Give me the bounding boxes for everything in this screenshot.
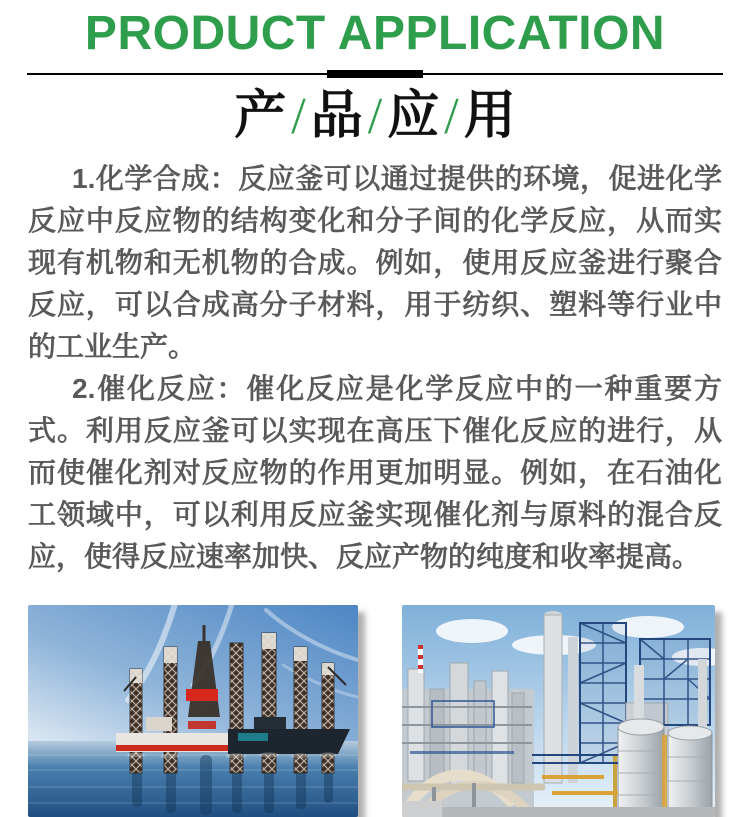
slash-separator: / [444,87,459,145]
title-divider [27,70,723,78]
offshore-rig-illustration [28,605,358,817]
cn-char-2: 品 [310,87,363,145]
offshore-rig-photo [28,605,358,817]
chemical-plant-photo [402,605,715,817]
slash-separator: / [367,87,383,145]
body-text [0,158,750,578]
paragraph-chemical-synthesis: 1.化学合成：反应釜可以通过提供的环境，促进化学反应中反应物的结构变化和分子间的化学反应，从而实现有机物和无机物的合成。例如，使用反应釜进行聚合反应，可以合成高分子材料，用于纺织、塑料等行业中的工业生产。 [28,163,722,363]
product-application-page [0,8,750,817]
cn-char-3: 应 [387,87,440,145]
photo-row [0,605,750,817]
divider-center-bar [327,70,423,78]
page-title-cn [0,87,750,145]
chemical-plant-illustration [402,605,715,817]
cn-char-4: 用 [463,87,516,145]
page-title-en: PRODUCT APPLICATION [84,7,666,60]
cn-char-1: 产 [234,87,287,145]
paragraph-catalytic-reaction: 2.催化反应：催化反应是化学反应中的一种重要方式。利用反应釜可以实现在高压下催化反应的进行，从而使催化剂对反应物的作用更加明显。例如，在石油化工领域中，可以利用反应釜实现催化剂与原料的混合反应，使得反应速率加快、反应产物的纯度和收率提高。 [28,373,722,573]
slash-separator: / [291,87,306,145]
